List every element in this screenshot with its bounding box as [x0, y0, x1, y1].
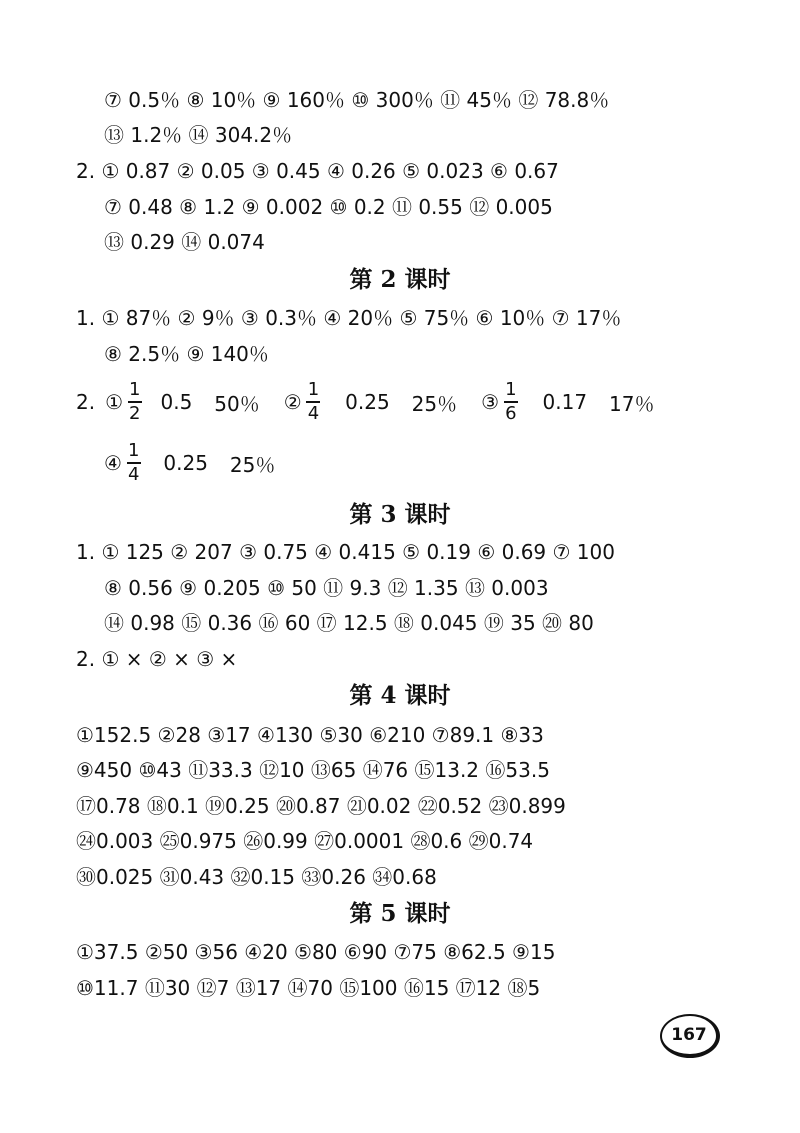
page-number: 167 [660, 1014, 720, 1058]
lesson-heading: 第 2 课时 [349, 266, 451, 293]
fraction-numerator: 1 [127, 440, 140, 461]
answer-line: ㉚0.025 ㉛0.43 ㉜0.15 ㉝0.26 ㉞0.68 [76, 865, 437, 889]
percent-value: 25％ [229, 452, 276, 477]
answer-line: ⑧ 0.56 ⑨ 0.205 ⑩ 50 ⑪ 9.3 ⑫ 1.35 ⑬ 0.003 [104, 576, 549, 600]
answer-line: ⑬ 0.29 ⑭ 0.074 [104, 230, 265, 254]
lesson-heading: 第 3 课时 [349, 501, 451, 528]
answer-line: ⑩11.7 ⑪30 ⑫7 ⑬17 ⑭70 ⑮100 ⑯15 ⑰12 ⑱5 [76, 976, 541, 1000]
answer-line: ⑨450 ⑩43 ⑪33.3 ⑫10 ⑬65 ⑭76 ⑮13.2 ⑯53.5 [76, 758, 550, 782]
answer-line: 2. ① × ② × ③ × [76, 647, 238, 671]
answer-marker: ① [105, 390, 124, 414]
percent-value: 50％ [214, 391, 260, 416]
answer-line: ⑦ 0.48 ⑧ 1.2 ⑨ 0.002 ⑩ 0.2 ⑪ 0.55 ⑫ 0.005 [104, 195, 553, 219]
lesson-heading: 第 5 课时 [349, 900, 451, 927]
fraction-numerator: 1 [129, 379, 141, 400]
fraction [306, 380, 321, 424]
percent-value: 25％ [411, 391, 458, 416]
answer-line: ①152.5 ②28 ③17 ④130 ⑤30 ⑥210 ⑦89.1 ⑧33 [76, 723, 544, 747]
answer-line: ⑰0.78 ⑱0.1 ⑲0.25 ⑳0.87 ㉑0.02 ㉒0.52 ㉓0.899 [76, 794, 566, 818]
answer-line: 2. ① 0.87 ② 0.05 ③ 0.45 ④ 0.26 ⑤ 0.023 ⑥ 0.67 [76, 159, 559, 183]
fraction-answer-row [76, 377, 655, 427]
question-number: 2. [76, 390, 96, 414]
fraction-denominator: 4 [307, 403, 320, 424]
fraction-denominator: 6 [505, 403, 517, 424]
answer-line: ㉔0.003 ㉕0.975 ㉖0.99 ㉗0.0001 ㉘0.6 ㉙0.74 [76, 829, 534, 853]
answer-line: ⑬ 1.2％ ⑭ 304.2％ [104, 123, 293, 147]
fraction-numerator: 1 [307, 379, 320, 400]
decimal-value: 0.17 [542, 390, 588, 414]
fraction [503, 380, 518, 424]
fraction-answer-row [104, 438, 275, 488]
fraction-numerator: 1 [505, 379, 517, 400]
answer-line: 1. ① 87％ ② 9％ ③ 0.3％ ④ 20％ ⑤ 75％ ⑥ 10％ ⑦ 17％ [76, 306, 622, 330]
fraction-denominator: 2 [129, 403, 141, 424]
answer-line: 1. ① 125 ② 207 ③ 0.75 ④ 0.415 ⑤ 0.19 ⑥ 0.69 ⑦ 100 [76, 540, 615, 564]
fraction [126, 441, 141, 485]
lesson-heading: 第 4 课时 [349, 682, 451, 709]
fraction-denominator: 4 [127, 464, 140, 485]
decimal-value: 0.25 [163, 451, 208, 475]
decimal-value: 0.5 [160, 390, 193, 414]
answer-line: ①37.5 ②50 ③56 ④20 ⑤80 ⑥90 ⑦75 ⑧62.5 ⑨15 [76, 940, 556, 964]
answer-marker: ③ [481, 390, 500, 414]
fraction [127, 380, 142, 424]
percent-value: 17％ [609, 391, 655, 416]
answer-marker: ② [283, 390, 302, 414]
answer-marker: ④ [104, 451, 122, 475]
answer-line: ⑭ 0.98 ⑮ 0.36 ⑯ 60 ⑰ 12.5 ⑱ 0.045 ⑲ 35 ⑳ 80 [104, 611, 594, 635]
decimal-value: 0.25 [345, 390, 390, 414]
answer-line: ⑦ 0.5％ ⑧ 10％ ⑨ 160％ ⑩ 300％ ⑪ 45％ ⑫ 78.8％ [104, 88, 610, 112]
answer-line: ⑧ 2.5％ ⑨ 140％ [104, 342, 269, 366]
